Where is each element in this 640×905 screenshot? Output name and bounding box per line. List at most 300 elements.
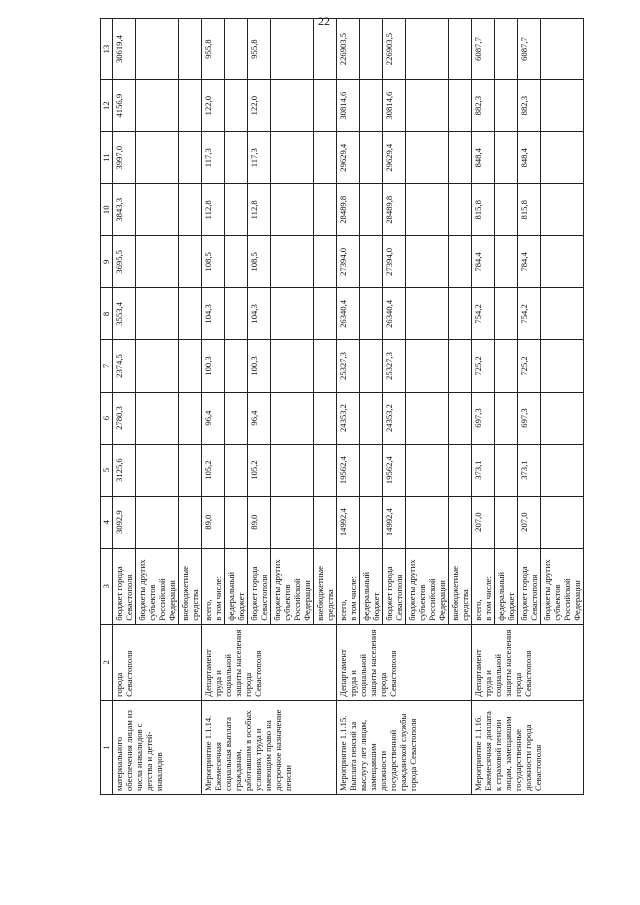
cell-line: Департамент [338,649,348,697]
value-cell [406,80,449,132]
funding-source-cell [406,548,449,624]
value-cell [449,288,472,340]
value-cell: 2780,3 [113,392,136,444]
value-cell: 6087,7 [472,19,495,80]
cell-line: всего, [473,599,483,621]
cell-line: всего, [203,599,213,621]
column-header-1: 1 [101,700,113,794]
value-cell: 207,0 [518,496,541,548]
value-cell [136,340,179,392]
value-cell [225,288,248,340]
cell-line: Севастополя [259,574,269,621]
value-cell [541,340,584,392]
value-cell: 725,2 [518,340,541,392]
value-cell [225,132,248,184]
value-cell: 882,3 [518,80,541,132]
header-row [101,19,113,795]
value-cell: 955,8 [202,19,225,80]
value-cell: 3125,6 [113,444,136,496]
value-cell [225,392,248,444]
value-cell [314,444,337,496]
value-cell: 25327,3 [383,340,406,392]
cell-line: замещавшим [368,743,378,791]
value-cell [541,288,584,340]
column-header-13: 13 [101,19,113,80]
cell-line: социальной [358,653,368,697]
value-cell [541,19,584,80]
cell-line: Ежемесячная доплата [483,711,493,791]
value-cell: 27394,0 [383,236,406,288]
cell-line: субъектов [147,584,157,621]
cell-line: социальная выплата [223,717,233,791]
cell-line: числа инвалидов с [134,723,144,791]
value-cell: 30619,4 [113,19,136,80]
value-cell [179,444,202,496]
cell-line: гражданам, [233,749,243,791]
cell-line: города [378,672,388,697]
column-header-5: 5 [101,444,113,496]
value-cell [360,288,383,340]
value-cell [360,236,383,288]
value-cell [360,80,383,132]
value-cell: 26340,4 [337,288,360,340]
executor-cell [202,624,337,700]
cell-line: бюджеты других [542,559,552,621]
value-cell [225,80,248,132]
funding-source-cell [113,548,136,624]
cell-line: города [243,672,253,697]
cell-line: внебюджетные [450,566,460,621]
cell-line: Федерации [302,580,312,621]
cell-line: бюджет [236,592,246,621]
cell-line: государственные [513,729,523,791]
value-cell [271,132,314,184]
value-cell [360,184,383,236]
cell-line: Российской [292,578,302,621]
value-cell: 96,4 [202,392,225,444]
value-cell [360,496,383,548]
value-cell: 104,3 [202,288,225,340]
cell-line: труда и [483,670,493,697]
value-cell [179,132,202,184]
cell-line: Мероприятие 1.1.15. [338,715,348,791]
value-cell [179,288,202,340]
page-number: 22 [318,14,330,28]
cell-line: досрочное назначение [273,709,283,791]
value-cell: 28489,8 [337,184,360,236]
cell-line: защиты населения [503,629,513,697]
funding-source-cell [472,548,495,624]
funding-source-cell [360,548,383,624]
value-cell: 815,8 [518,184,541,236]
cell-line: бюджеты других [272,559,282,621]
cell-line: Севастополя [533,744,543,791]
value-cell [271,392,314,444]
value-cell: 4156,9 [113,80,136,132]
value-cell: 784,4 [518,236,541,288]
cell-line: всего, [338,599,348,621]
value-cell [360,444,383,496]
cell-line: государственной [388,729,398,791]
value-cell [179,80,202,132]
cell-line: Департамент [203,649,213,697]
funding-source-cell [271,548,314,624]
value-cell [225,236,248,288]
funding-source-cell [314,548,337,624]
value-cell [271,444,314,496]
column-header-10: 10 [101,184,113,236]
cell-line: защиты населения [233,629,243,697]
value-cell [225,19,248,80]
value-cell: 105,2 [202,444,225,496]
cell-line: Севастополя [394,574,404,621]
value-cell: 108,5 [248,236,271,288]
cell-line: социальной [493,653,503,697]
value-cell: 3695,5 [113,236,136,288]
cell-line: Севастополя [124,650,134,697]
value-cell: 19562,4 [383,444,406,496]
value-cell [314,340,337,392]
cell-line: средства [325,589,335,621]
value-cell: 100,3 [248,340,271,392]
value-cell [449,340,472,392]
value-cell: 3553,4 [113,288,136,340]
value-cell [495,132,518,184]
value-cell [225,340,248,392]
value-cell [179,19,202,80]
cell-line: бюджет города [384,566,394,621]
value-cell [495,340,518,392]
value-cell: 373,1 [518,444,541,496]
value-cell [406,444,449,496]
value-cell [449,236,472,288]
budget-table [100,18,584,795]
funding-source-cell [518,548,541,624]
value-cell [314,288,337,340]
value-cell: 848,4 [472,132,495,184]
cell-line: субъектов [417,584,427,621]
value-cell: 24353,2 [383,392,406,444]
value-cell: 955,8 [248,19,271,80]
funding-source-cell [136,548,179,624]
value-cell: 3843,3 [113,184,136,236]
value-cell [541,496,584,548]
cell-line: Российской [427,578,437,621]
value-cell [541,444,584,496]
cell-line: бюджет [506,592,516,621]
value-cell: 2374,5 [113,340,136,392]
value-cell [314,132,337,184]
funding-source-cell [179,548,202,624]
value-cell [271,236,314,288]
executor-cell [472,624,584,700]
value-cell: 29629,4 [337,132,360,184]
column-header-11: 11 [101,132,113,184]
value-cell [136,80,179,132]
value-cell: 27394,0 [337,236,360,288]
funding-source-cell [248,548,271,624]
cell-line: в том числе: [348,576,358,621]
cell-line: федеральный [226,571,236,621]
value-cell: 26340,4 [383,288,406,340]
value-cell [406,496,449,548]
value-cell: 122,0 [202,80,225,132]
column-header-8: 8 [101,288,113,340]
value-cell: 848,4 [518,132,541,184]
value-cell: 105,2 [248,444,271,496]
value-cell [314,236,337,288]
value-cell [449,496,472,548]
value-cell: 108,5 [202,236,225,288]
value-cell [225,444,248,496]
value-cell [360,132,383,184]
value-cell [449,392,472,444]
cell-line: Севастополя [388,650,398,697]
value-cell: 96,4 [248,392,271,444]
cell-line: Выплата пенсий за [348,721,358,791]
value-cell [495,496,518,548]
cell-line: бюджеты других [137,559,147,621]
value-cell: 697,3 [472,392,495,444]
cell-line: Федерации [572,580,582,621]
value-cell [406,19,449,80]
cell-line: федеральный [361,571,371,621]
funding-source-cell [449,548,472,624]
value-cell [225,496,248,548]
cell-line: к страховой пенсии [493,719,503,791]
value-cell [406,392,449,444]
value-cell: 104,3 [248,288,271,340]
activity-cell [472,700,584,794]
value-cell [314,19,337,80]
cell-line: труда и [213,670,223,697]
value-cell [179,496,202,548]
value-cell: 28489,8 [383,184,406,236]
cell-line: федеральный [496,571,506,621]
value-cell [495,184,518,236]
executor-cell [337,624,472,700]
cell-line: лицам, замещавшим [503,716,513,791]
value-cell: 117,3 [248,132,271,184]
cell-line: бюджеты других [407,559,417,621]
value-cell: 697,3 [518,392,541,444]
column-header-12: 12 [101,80,113,132]
cell-line: Федерации [437,580,447,621]
column-header-9: 9 [101,236,113,288]
value-cell [271,340,314,392]
cell-line: Севастополя [124,574,134,621]
value-cell [495,444,518,496]
table-row [113,19,136,795]
cell-line: средства [190,589,200,621]
value-cell: 6087,7 [518,19,541,80]
cell-line: материального [114,736,124,791]
value-cell: 14992,4 [337,496,360,548]
cell-line: защиты населения [368,629,378,697]
cell-line: инвалидов [154,752,164,791]
cell-line: выслугу лет лицам, [358,719,368,791]
cell-line: города [513,672,523,697]
column-header-3: 3 [101,548,113,624]
value-cell: 122,0 [248,80,271,132]
cell-line: бюджет города [114,566,124,621]
value-cell [495,288,518,340]
value-cell [495,80,518,132]
value-cell: 815,8 [472,184,495,236]
value-cell: 226903,5 [337,19,360,80]
value-cell: 373,1 [472,444,495,496]
value-cell: 100,3 [202,340,225,392]
value-cell: 226903,5 [383,19,406,80]
cell-line: обеспечения лицам из [124,710,134,791]
cell-line: субъектов [282,584,292,621]
value-cell: 89,0 [248,496,271,548]
value-cell [136,288,179,340]
cell-line: внебюджетные [315,566,325,621]
column-header-4: 4 [101,496,113,548]
value-cell [406,288,449,340]
value-cell: 207,0 [472,496,495,548]
cell-line: бюджет города [249,566,259,621]
cell-line: Севастополя [529,574,539,621]
funding-source-cell [337,548,360,624]
value-cell [449,80,472,132]
column-header-7: 7 [101,340,113,392]
value-cell [495,19,518,80]
value-cell: 14992,4 [383,496,406,548]
value-cell [541,132,584,184]
cell-line: Российской [562,578,572,621]
value-cell [136,496,179,548]
value-cell [271,496,314,548]
value-cell [360,19,383,80]
funding-source-cell [383,548,406,624]
value-cell [495,392,518,444]
value-cell: 29629,4 [383,132,406,184]
cell-line: внебюджетные [180,566,190,621]
value-cell [314,184,337,236]
value-cell: 3997,0 [113,132,136,184]
value-cell [449,444,472,496]
value-cell [449,19,472,80]
cell-line: города Севастополя [408,718,418,791]
value-cell [179,236,202,288]
value-cell: 30814,6 [337,80,360,132]
funding-source-cell [225,548,248,624]
table-row [202,19,225,795]
activity-cell [202,700,337,794]
cell-line: в том числе: [483,576,493,621]
value-cell [449,184,472,236]
cell-line: Департамент [473,649,483,697]
cell-line: труда и [348,670,358,697]
value-cell [225,184,248,236]
table-body [113,19,584,795]
value-cell [406,184,449,236]
column-header-2: 2 [101,624,113,700]
funding-source-cell [541,548,584,624]
value-cell: 754,2 [518,288,541,340]
value-cell [495,236,518,288]
value-cell: 882,3 [472,80,495,132]
value-cell: 3092,9 [113,496,136,548]
cell-line: Ежемесячная [213,742,223,791]
value-cell [136,19,179,80]
cell-line: гражданской службы [398,713,408,791]
funding-source-cell [495,548,518,624]
value-cell: 89,0 [202,496,225,548]
cell-line: города [114,672,124,697]
cell-line: средства [460,589,470,621]
value-cell: 754,2 [472,288,495,340]
cell-line: социальной [223,653,233,697]
activity-cell [337,700,472,794]
funding-source-cell [202,548,225,624]
value-cell [136,236,179,288]
cell-line: Российской [157,578,167,621]
value-cell: 30814,6 [383,80,406,132]
cell-line: работавшим в особых [243,710,253,791]
cell-line: детства и детей- [144,731,154,791]
value-cell [179,340,202,392]
value-cell [314,80,337,132]
cell-line: в том числе: [213,576,223,621]
value-cell [360,340,383,392]
value-cell [541,236,584,288]
table-row [472,19,495,795]
value-cell [136,392,179,444]
value-cell: 24353,2 [337,392,360,444]
cell-line: условиях труда и [253,728,263,791]
value-cell [406,132,449,184]
value-cell: 112,8 [248,184,271,236]
cell-line: Мероприятие 1.1.14. [203,715,213,791]
cell-line: Федерации [167,580,177,621]
value-cell: 784,4 [472,236,495,288]
cell-line: Севастополя [253,650,263,697]
column-header-6: 6 [101,392,113,444]
cell-line: бюджет [371,592,381,621]
value-cell: 117,3 [202,132,225,184]
value-cell [136,184,179,236]
cell-line: должности [378,750,388,791]
value-cell [449,132,472,184]
cell-line: имеющим право на [263,720,273,791]
value-cell: 19562,4 [337,444,360,496]
value-cell [271,184,314,236]
executor-cell [113,624,202,700]
value-cell [271,288,314,340]
value-cell [271,80,314,132]
value-cell [541,184,584,236]
value-cell [360,392,383,444]
cell-line: Севастополя [523,650,533,697]
activity-cell [113,700,202,794]
value-cell [314,392,337,444]
value-cell [541,80,584,132]
value-cell [314,496,337,548]
cell-line: субъектов [552,584,562,621]
value-cell [271,19,314,80]
value-cell [179,184,202,236]
value-cell [541,392,584,444]
cell-line: должности города [523,724,533,791]
table-row [337,19,360,795]
cell-line: Мероприятие 1.1.16. [473,715,483,791]
value-cell [136,132,179,184]
value-cell [406,236,449,288]
cell-line: пенсии [283,764,293,791]
